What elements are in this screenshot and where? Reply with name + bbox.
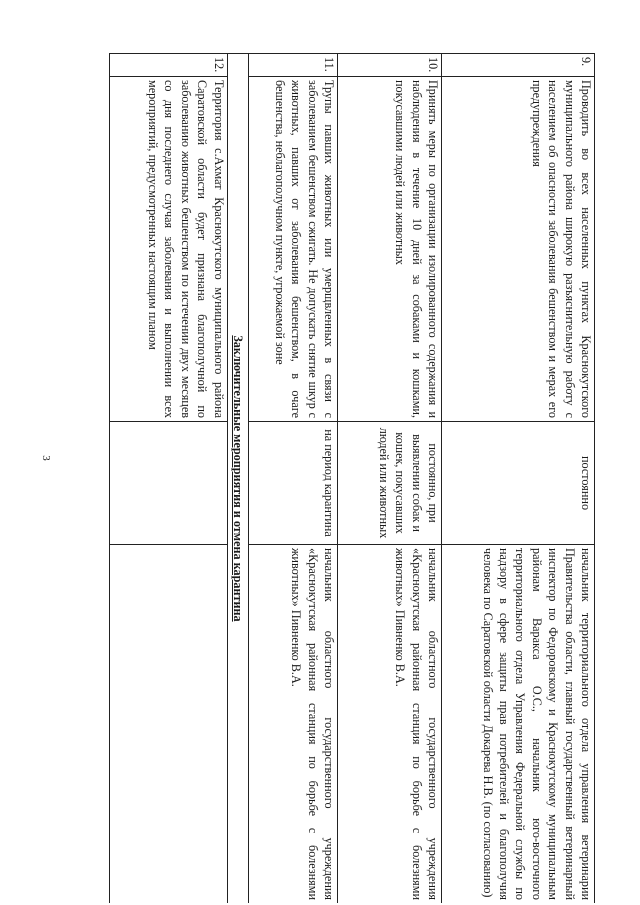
row-number: 12. bbox=[109, 54, 227, 77]
row-number: 10. bbox=[338, 54, 442, 77]
responsible-text: начальник областного государственного учреждения «Краснокутская районная станция по борьбе с болезнями животных» Пивненко В.А. bbox=[338, 545, 442, 904]
plan-table-container bbox=[75, 53, 595, 903]
responsible-text bbox=[109, 545, 227, 904]
row-number: 9. bbox=[442, 54, 595, 77]
term-text: на период карантина bbox=[249, 422, 338, 545]
term-text bbox=[109, 422, 227, 545]
measure-text: Принять меры по организации изолированного содержания и наблюдения в течение 10 дней за собаками и кошками, покусавшими людей или животных bbox=[338, 77, 442, 422]
measure-text: Территория с.Ахмат Краснокутского муниципального района Саратовской области будет признана благополучной по заболеванию животных бешенством по истечении двух месяцев со дня последнего случая заболевания и выполнении всех мероприятий, предусмотренных настоящим планом bbox=[109, 77, 227, 422]
section-title: Заключительные мероприятия и отмена карантина bbox=[227, 54, 248, 904]
table-row bbox=[338, 54, 442, 904]
responsible-text: начальник территориального отдела управления ветеринарии Правительства области, главный государственный ветеринарный инспектор по Федоровскому и Краснокутскому муниципальным районам Варакса О.С., начальник юго-восточного территориального отдела Управления Федеральной службы по надзору в сфере защиты прав потребителей и благополучия человека по Саратовской области Докарева Н.В. (по согласованию) bbox=[442, 545, 595, 904]
section-header-row bbox=[227, 54, 248, 904]
table-row bbox=[442, 54, 595, 904]
measure-text: Проводить во всех населенных пунктах Краснокутского муниципального района широкую разъяснительную работу с населением об опасности заболевания бешенством и мерах его предупреждения bbox=[442, 77, 595, 422]
table-row bbox=[249, 54, 338, 904]
measures-table bbox=[109, 53, 595, 903]
table-row bbox=[109, 54, 227, 904]
term-text: постоянно bbox=[442, 422, 595, 545]
measure-text: Трупы павших животных или умерщвленных в связи с заболеванием бешенством сжигать. Не допускать снятие шкур с животных, павших от заболевания бешенством, в очаге бешенства, неблагополучном пункте, угрожаемой зоне bbox=[249, 77, 338, 422]
responsible-text: начальник областного государственного учреждения «Краснокутская районная станция по борьбе с болезнями животных» Пивненко В.А. bbox=[249, 545, 338, 904]
term-text: постоянно, при выявлении собак и кошек, покусавших людей или животных bbox=[338, 422, 442, 545]
page-number: 3 bbox=[39, 455, 52, 461]
row-number: 11. bbox=[249, 54, 338, 77]
